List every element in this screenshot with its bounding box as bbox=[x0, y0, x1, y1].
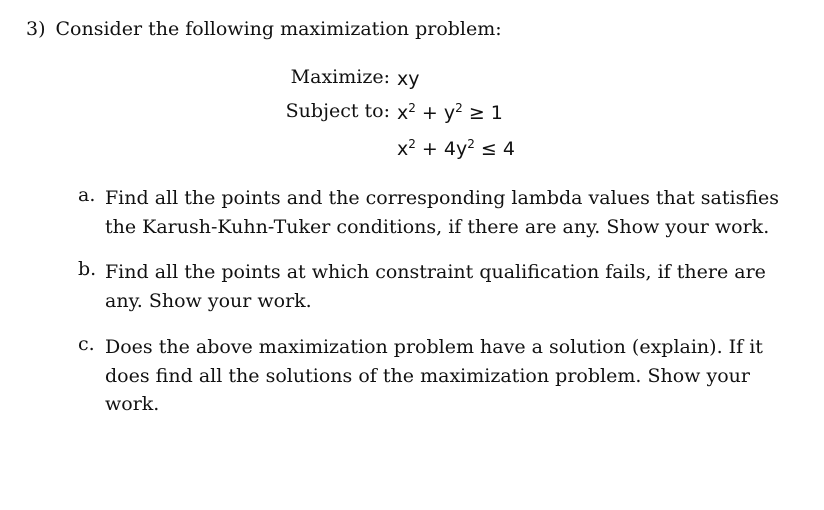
part-letter: a. bbox=[78, 184, 96, 206]
constraints-row bbox=[0, 100, 390, 128]
text-line: does find all the solutions of the maximization problem. Show your bbox=[105, 364, 750, 387]
problem-number: 3) bbox=[26, 18, 46, 40]
text-line: any. Show your work. bbox=[105, 289, 312, 312]
text-line: Does the above maximization problem have a solution (explain). If it bbox=[105, 336, 763, 358]
problem-intro: Consider the following maximization problem: bbox=[55, 18, 502, 40]
text-line: Find all the points and the corresponding lambda values that satisfies bbox=[105, 187, 779, 209]
constraint-1: $x^2 + y^2 \ge 1$ bbox=[397, 101, 503, 124]
objective-row bbox=[0, 66, 390, 94]
constraints-label: Subject to: bbox=[285, 100, 390, 122]
text-line: the Karush-Kuhn-Tuker conditions, if there are any. Show your work. bbox=[105, 215, 770, 238]
part-text bbox=[105, 258, 766, 315]
text-line: work. bbox=[105, 393, 160, 415]
problem-header bbox=[26, 18, 502, 40]
constraint-2: $x^2 + 4y^2 \le 4$ bbox=[397, 137, 515, 160]
objective-expression: xy bbox=[397, 68, 420, 90]
part-letter: b. bbox=[78, 258, 97, 280]
part-letter: c. bbox=[78, 333, 95, 355]
part-text bbox=[105, 333, 763, 419]
text-line: Find all the points at which constraint qualification fails, if there are bbox=[105, 261, 766, 283]
part-text bbox=[105, 184, 779, 241]
objective-label: Maximize: bbox=[290, 66, 390, 88]
